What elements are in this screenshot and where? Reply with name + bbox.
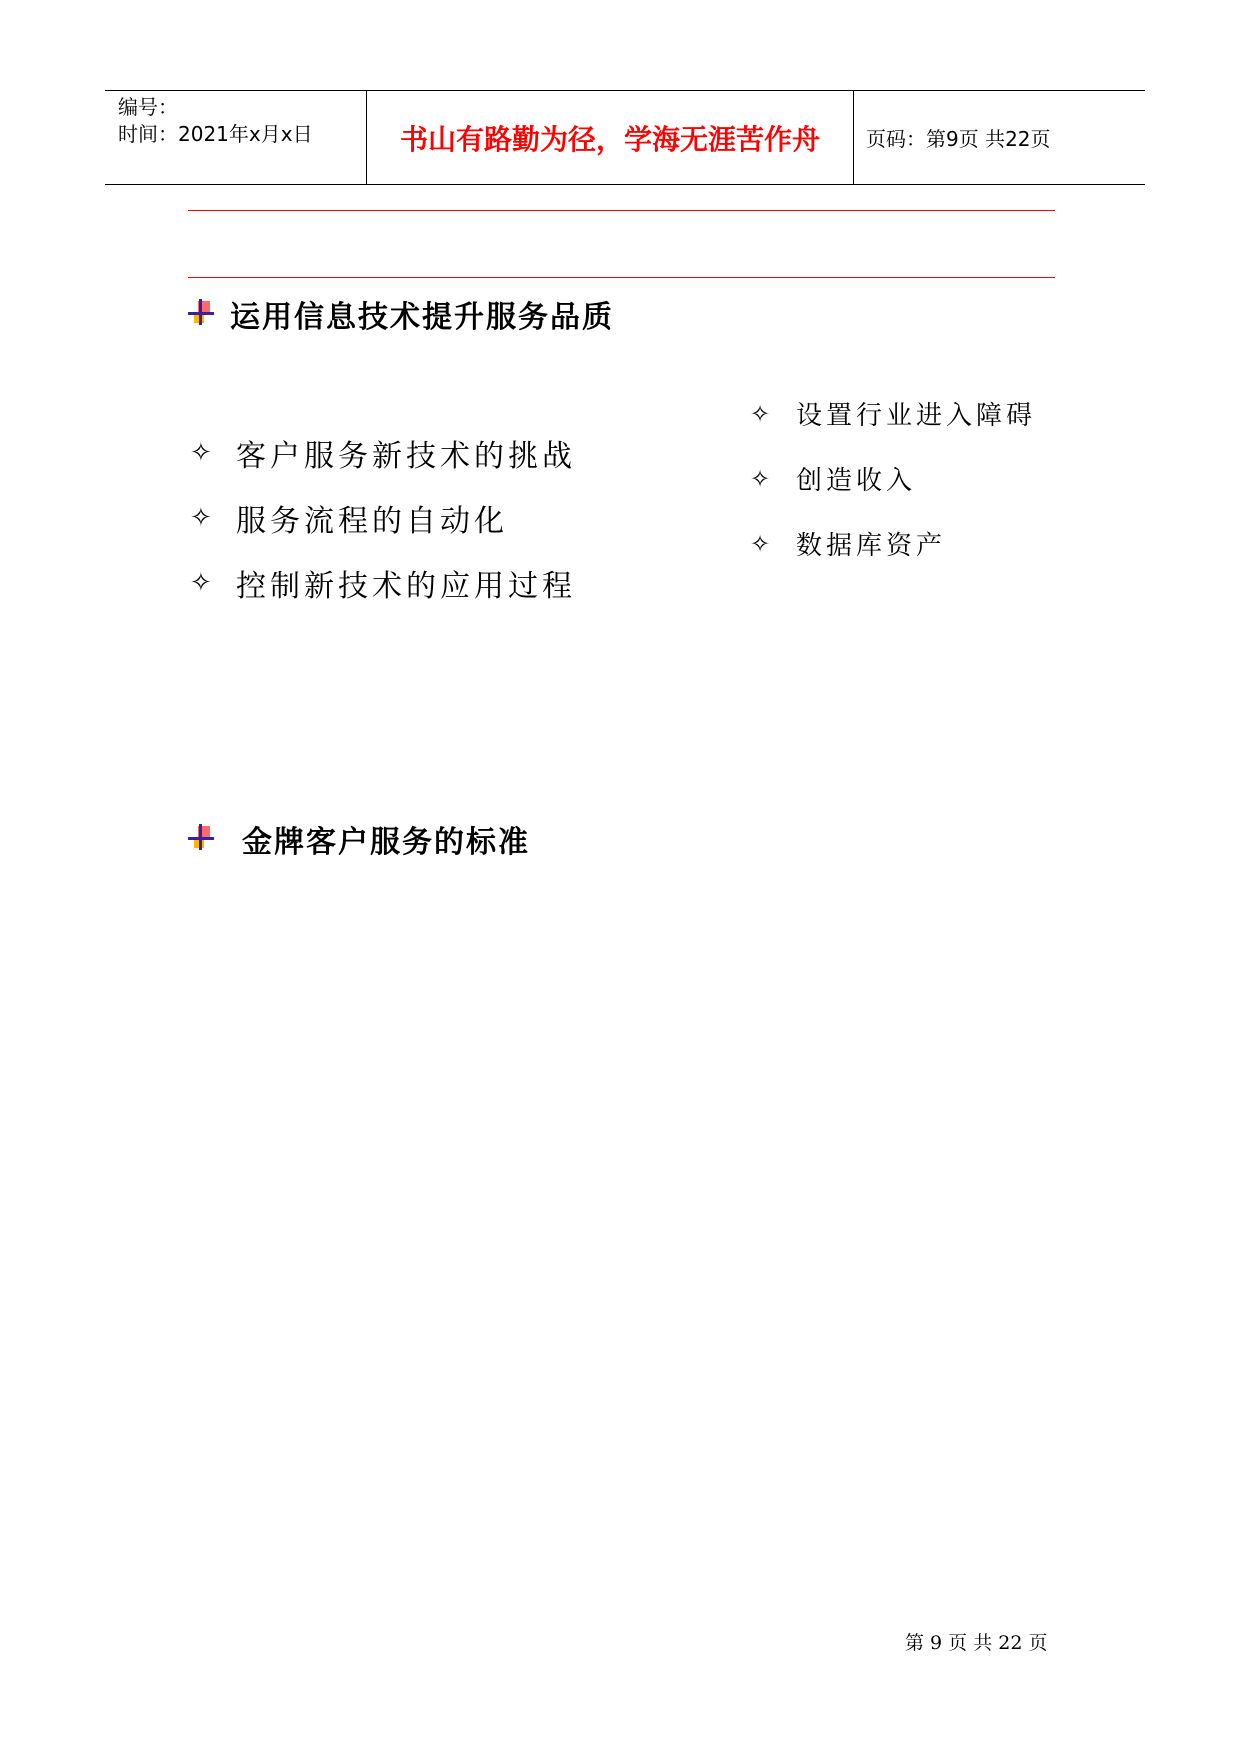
star-bullet-icon: ✧ (750, 464, 771, 493)
red-divider-top (188, 210, 1055, 211)
star-bullet-icon: ✧ (750, 529, 771, 558)
star-bullet-icon: ✧ (750, 399, 771, 428)
serial-label: 编号： (118, 95, 178, 119)
motto-text: 书山有路勤为径，学海无涯苦作舟 (399, 122, 820, 156)
section-bullet-icon (188, 299, 216, 329)
right-bullet-list (750, 381, 1036, 576)
list-item-text: 服务流程的自动化 (236, 503, 508, 539)
list-item-text: 控制新技术的应用过程 (236, 568, 576, 604)
header-page-info: 页码：第9页 共22页 (866, 127, 1051, 151)
list-item (750, 446, 1036, 511)
header-middle-cell (367, 91, 854, 184)
star-bullet-icon: ✧ (190, 567, 212, 598)
star-bullet-icon: ✧ (190, 502, 212, 533)
list-item (750, 381, 1036, 446)
section-heading-1 (188, 292, 614, 336)
list-item (190, 485, 576, 550)
list-item-text: 创造收入 (796, 466, 917, 496)
header-left-cell (105, 91, 367, 184)
list-item (190, 550, 576, 615)
footer-page-number: 第 9 页 共 22 页 (905, 1632, 1048, 1654)
list-item (750, 511, 1036, 576)
header-right-cell (854, 91, 1145, 184)
list-item (190, 420, 576, 485)
section-heading-2 (188, 817, 530, 861)
section-bullet-icon (188, 824, 216, 854)
list-item-text: 数据库资产 (796, 531, 947, 561)
star-bullet-icon: ✧ (190, 437, 212, 468)
section-title: 运用信息技术提升服务品质 (230, 300, 614, 335)
section-title: 金牌客户服务的标准 (242, 825, 530, 860)
red-divider-bottom (188, 277, 1055, 278)
left-bullet-list (190, 420, 576, 615)
list-item-text: 客户服务新技术的挑战 (236, 438, 576, 474)
time-label: 时间：2021年x月x日 (118, 122, 313, 146)
page-header (105, 90, 1145, 185)
list-item-text: 设置行业进入障碍 (796, 401, 1037, 431)
